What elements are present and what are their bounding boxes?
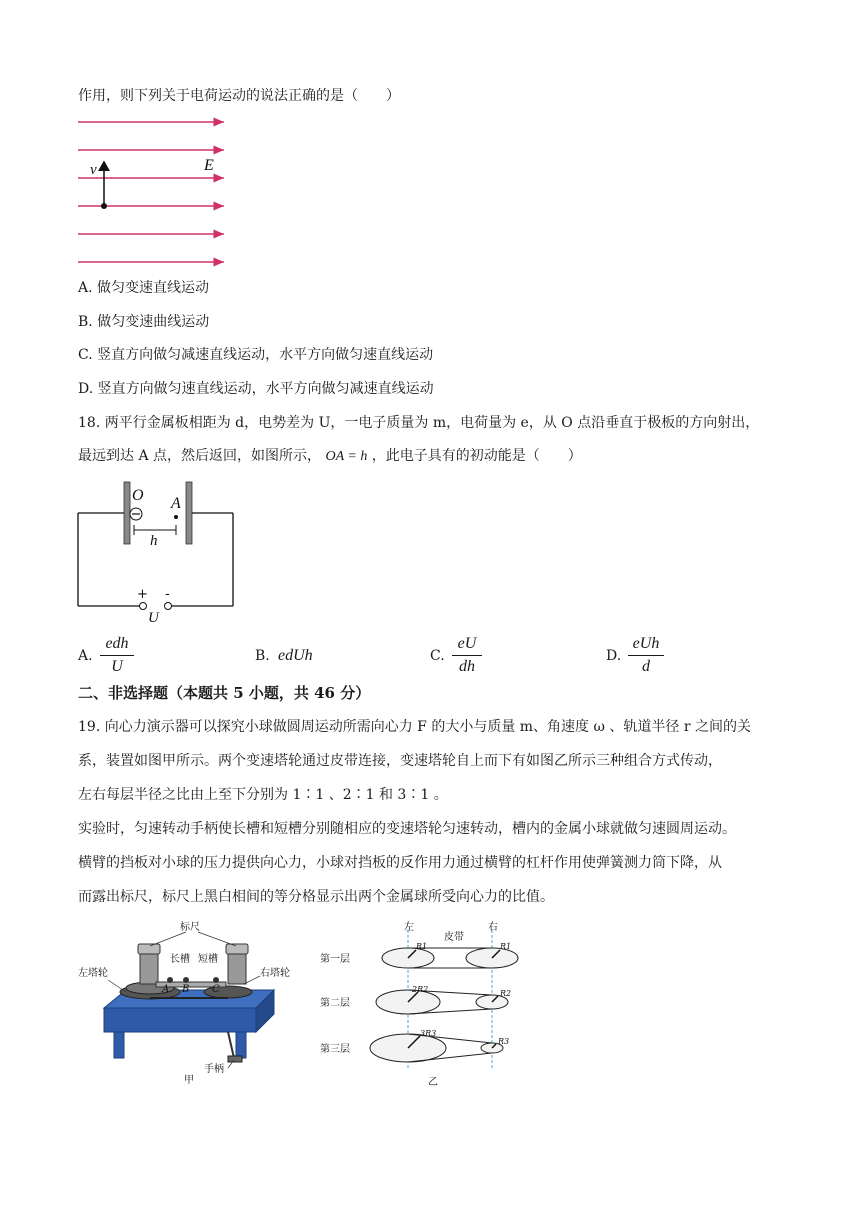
q18-option-b-label: B. bbox=[255, 648, 270, 664]
q18-option-c-num: eU bbox=[457, 635, 477, 652]
label-r2-right: R2 bbox=[500, 989, 512, 998]
label-c: C bbox=[212, 984, 220, 995]
q18-option-a-fraction bbox=[100, 634, 134, 677]
q17-option-c: C. 竖直方向做匀减速直线运动，水平方向做匀速直线运动 bbox=[78, 347, 434, 363]
q18-circuit-figure bbox=[78, 478, 238, 626]
label-duancao: 短槽 bbox=[198, 954, 218, 965]
q19-line3: 左右每层半径之比由上至下分别为 1∶1 、2∶1 和 3∶1 。 bbox=[78, 787, 448, 803]
q18-option-a-num: edh bbox=[105, 635, 129, 652]
label-layer1: 第一层 bbox=[320, 954, 350, 965]
e-label: E bbox=[204, 157, 214, 174]
q18-stem-line2b: ，此电子具有的初动能是（ ） bbox=[371, 448, 582, 464]
q18-stem-line2 bbox=[78, 446, 582, 467]
label-zuo: 左 bbox=[404, 922, 414, 933]
label-shoubing: 手柄 bbox=[204, 1064, 224, 1075]
q18-option-d-num: eUh bbox=[632, 635, 660, 652]
q18-option-c-den: dh bbox=[459, 658, 475, 675]
v-label: v bbox=[90, 162, 97, 178]
q17-option-a: A. 做匀变速直线运动 bbox=[78, 280, 210, 296]
label-pidai: 皮带 bbox=[444, 932, 464, 943]
q18-option-b-text: edUh bbox=[278, 647, 313, 664]
label-r3-left: 3R3 bbox=[420, 1029, 437, 1038]
label-layer3: 第三层 bbox=[320, 1044, 350, 1055]
q18-stem-line1: 18. 两平行金属板相距为 d，电势差为 U，一电子质量为 m，电荷量为 e，从 O 点沿垂直于极板的方向射出， bbox=[78, 415, 760, 431]
q19-line4: 实验时，匀速转动手柄使长槽和短槽分别随相应的变速塔轮匀速转动，槽内的金属小球就做匀速圆周运动。 bbox=[78, 821, 736, 837]
label-biaochi: 标尺 bbox=[180, 922, 200, 933]
plate-left bbox=[124, 482, 130, 544]
q17-field-figure bbox=[78, 112, 238, 272]
fig-yi-pulleys bbox=[320, 920, 530, 1090]
plate-right bbox=[186, 482, 192, 544]
label-layer2: 第二层 bbox=[320, 998, 350, 1009]
q18-option-a-den: U bbox=[111, 658, 123, 675]
label-changcao: 长槽 bbox=[170, 954, 190, 965]
field-lines bbox=[78, 122, 224, 262]
q18-stem-line2a: 最远到达 A 点，然后返回，如图所示， bbox=[78, 448, 322, 464]
label-zuotalun: 左塔轮 bbox=[78, 968, 108, 979]
label-r2-left: 2R2 bbox=[412, 985, 429, 994]
fig-jia-apparatus bbox=[78, 920, 288, 1085]
q19-line1: 19. 向心力演示器可以探究小球做圆周运动所需向心力 F 的大小与质量 m、角速度 ω 、轨道半径 r 之间的关 bbox=[78, 719, 751, 735]
label-b: B bbox=[182, 984, 190, 995]
caption-yi: 乙 bbox=[428, 1077, 438, 1088]
point-a bbox=[174, 515, 178, 519]
q18-option-d-fraction bbox=[628, 634, 664, 677]
label-r1-left: R1 bbox=[416, 942, 428, 951]
label-youtalun: 右塔轮 bbox=[260, 968, 290, 979]
q19-line6: 而露出标尺，标尺上黑白相间的等分格显示出两个金属球所受向心力的比值。 bbox=[78, 889, 554, 905]
q18-option-d-den: d bbox=[642, 658, 650, 675]
u-label: U bbox=[148, 610, 159, 626]
q18-option-c-fraction bbox=[452, 634, 482, 677]
label-r1-right: R1 bbox=[500, 942, 512, 951]
label-a: A bbox=[162, 984, 170, 995]
a-label: A bbox=[171, 495, 181, 512]
q19-line5: 横臂的挡板对小球的压力提供向心力，小球对挡板的反作用力通过横臂的杠杆作用使弹簧测力筒下降，从 bbox=[78, 855, 722, 871]
terminal-minus bbox=[165, 603, 172, 610]
o-label: O bbox=[132, 487, 144, 504]
q19-line2: 系，装置如图甲所示。两个变速塔轮通过皮带连接，变速塔轮自上而下有如图乙所示三种组合方式传动， bbox=[78, 753, 722, 769]
q17-stem-tail: 作用，则下列关于电荷运动的说法正确的是（ ） bbox=[78, 88, 400, 104]
plus-sign: + bbox=[137, 587, 148, 602]
label-you: 右 bbox=[488, 922, 498, 933]
terminal-plus bbox=[140, 603, 147, 610]
h-label: h bbox=[150, 533, 158, 549]
section2-title: 二、非选择题（本题共 5 小题，共 46 分） bbox=[78, 684, 371, 702]
q18-option-a-label: A. bbox=[78, 648, 93, 664]
label-r3-right: R3 bbox=[498, 1037, 510, 1046]
minus-sign: - bbox=[165, 587, 170, 602]
q17-option-d: D. 竖直方向做匀速直线运动，水平方向做匀减速直线运动 bbox=[78, 381, 434, 397]
q18-option-d-label: D. bbox=[606, 648, 622, 664]
q18-equation: OA = h bbox=[325, 449, 368, 464]
q18-option-c-label: C. bbox=[430, 648, 445, 664]
caption-jia: 甲 bbox=[184, 1075, 194, 1086]
q17-option-b: B. 做匀变速曲线运动 bbox=[78, 314, 210, 330]
charge-dot bbox=[101, 203, 107, 209]
